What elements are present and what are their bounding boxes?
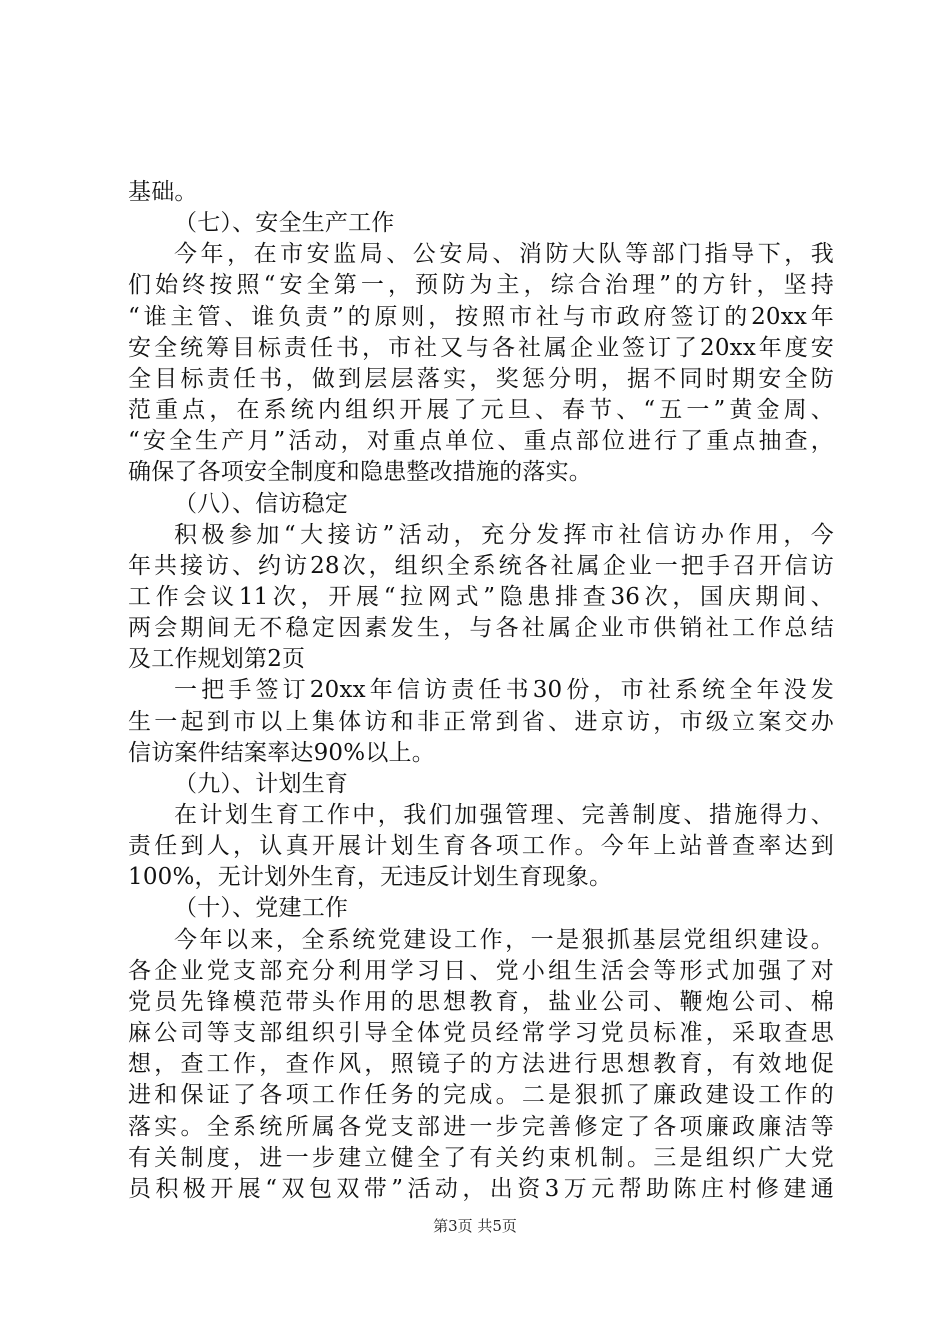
paragraph-line: 基础。 [128, 179, 198, 205]
paragraph-line: 员积极开展“双包双带”活动，出资3万元帮助陈庄村修建通 [128, 1176, 834, 1202]
paragraph-line: 两会期间无不稳定因素发生，与各社属企业市供销社工作总结 [128, 615, 834, 641]
paragraph-line: 责任到人，认真开展计划生育各项工作。今年上站普查率达到 [128, 833, 834, 859]
section-heading: （十）、党建工作 [174, 895, 349, 921]
paragraph-line: 年共接访、约访28次，组织全系统各社属企业一把手召开信访 [128, 553, 834, 579]
paragraph-line: 各企业党支部充分利用学习日、党小组生活会等形式加强了对 [128, 958, 834, 984]
paragraph-line: 范重点，在系统内组织开展了元旦、春节、“五一”黄金周、 [128, 397, 834, 423]
paragraph-line: 生一起到市以上集体访和非正常到省、进京访，市级立案交办 [128, 709, 834, 735]
section-heading: （八）、信访稳定 [174, 491, 349, 517]
paragraph-line: 想，查工作，查作风，照镜子的方法进行思想教育，有效地促 [128, 1051, 834, 1077]
paragraph-line: 有关制度，进一步建立健全了有关约束机制。三是组织广大党 [128, 1145, 834, 1171]
paragraph-line: 们始终按照“安全第一，预防为主，综合治理”的方针，坚持 [128, 272, 834, 298]
paragraph-line: 信访案件结案率达90%以上。 [128, 740, 435, 766]
paragraph-line: 今年，在市安监局、公安局、消防大队等部门指导下，我 [174, 241, 834, 267]
paragraph-line: 麻公司等支部组织引导全体党员经常学习党员标准，采取查思 [128, 1020, 834, 1046]
paragraph-line: “安全生产月”活动，对重点单位、重点部位进行了重点抽查， [128, 428, 834, 454]
page-footer: 第3页 共5页 [433, 1217, 517, 1235]
paragraph-line: 落实。全系统所属各党支部进一步完善修定了各项廉政廉洁等 [128, 1114, 834, 1140]
paragraph-line: 工作会议11次，开展“拉网式”隐患排查36次，国庆期间、 [128, 584, 834, 610]
paragraph-line: “谁主管、谁负责”的原则，按照市社与市政府签订的20xx年 [128, 304, 834, 330]
section-heading: （七）、安全生产工作 [174, 210, 395, 236]
paragraph-line: 及工作规划第2页 [128, 646, 306, 672]
paragraph-line: 今年以来，全系统党建设工作，一是狠抓基层党组织建设。 [174, 927, 834, 953]
paragraph-line: 进和保证了各项工作任务的完成。二是狠抓了廉政建设工作的 [128, 1082, 834, 1108]
section-heading: （九）、计划生育 [174, 771, 349, 797]
paragraph-line: 积极参加“大接访”活动，充分发挥市社信访办作用，今 [174, 522, 834, 548]
paragraph-line: 在计划生育工作中，我们加强管理、完善制度、措施得力、 [174, 802, 834, 828]
paragraph-line: 全目标责任书，做到层层落实，奖惩分明，据不同时期安全防 [128, 366, 834, 392]
paragraph-line: 确保了各项安全制度和隐患整改措施的落实。 [128, 459, 592, 485]
paragraph-line: 100%，无计划外生育，无违反计划生育现象。 [128, 864, 613, 890]
paragraph-line: 安全统筹目标责任书，市社又与各社属企业签订了20xx年度安 [128, 335, 834, 361]
paragraph-line: 党员先锋模范带头作用的思想教育，盐业公司、鞭炮公司、棉 [128, 989, 834, 1015]
paragraph-line: 一把手签订20xx年信访责任书30份，市社系统全年没发 [174, 677, 834, 703]
